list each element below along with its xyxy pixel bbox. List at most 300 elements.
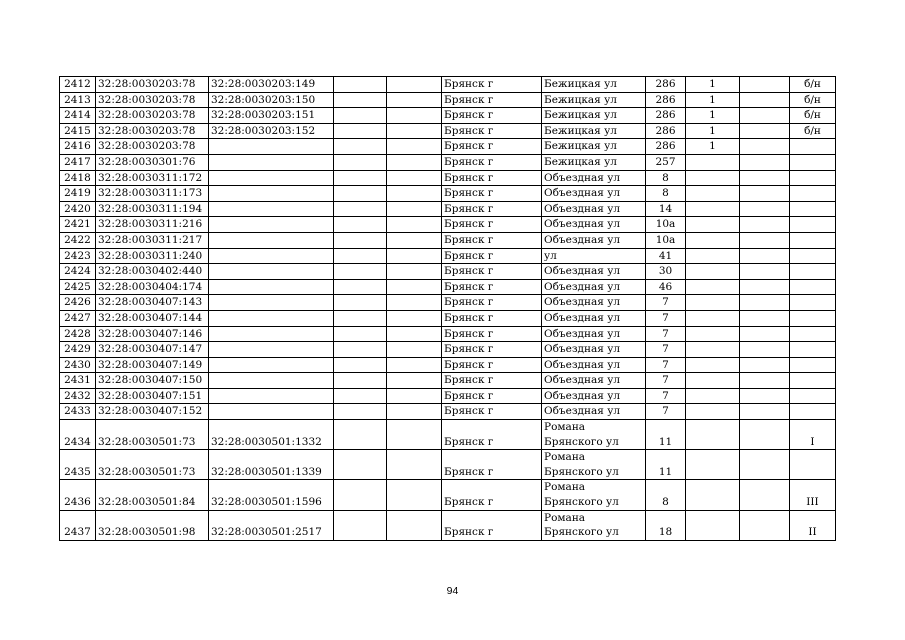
- row-number-cell: 2419: [60, 186, 96, 202]
- object-number-cell: [209, 154, 334, 170]
- city-cell: Брянск г: [442, 326, 542, 342]
- city-cell: Брянск г: [442, 373, 542, 389]
- row-number-cell: 2422: [60, 232, 96, 248]
- premises-cell: б/н: [790, 77, 836, 93]
- premises-cell: [790, 264, 836, 280]
- table-row: [60, 357, 836, 373]
- table-row: [60, 264, 836, 280]
- premises-cell: [790, 326, 836, 342]
- empty-cell: [387, 248, 442, 264]
- premises-cell: [790, 310, 836, 326]
- cadastral-number-cell: 32:28:0030501:73: [96, 450, 209, 480]
- city-cell: Брянск г: [442, 108, 542, 124]
- object-number-cell: [209, 357, 334, 373]
- empty-cell: [387, 295, 442, 311]
- premises-cell: I: [790, 420, 836, 450]
- row-number-cell: 2426: [60, 295, 96, 311]
- table-row: [60, 310, 836, 326]
- street-cell: Объездная ул: [542, 279, 646, 295]
- table-row: [60, 326, 836, 342]
- object-number-cell: 32:28:0030501:1596: [209, 480, 334, 510]
- cadastral-number-cell: 32:28:0030407:152: [96, 404, 209, 420]
- street-cell: Объездная ул: [542, 295, 646, 311]
- empty-cell: [334, 420, 387, 450]
- table-row: [60, 388, 836, 404]
- row-number-cell: 2423: [60, 248, 96, 264]
- house-number-cell: 286: [646, 123, 686, 139]
- empty-cell: [387, 357, 442, 373]
- table-row: [60, 295, 836, 311]
- street-cell: Бежицкая ул: [542, 92, 646, 108]
- empty-cell: [387, 232, 442, 248]
- house-number-cell: 7: [646, 310, 686, 326]
- empty-cell: [740, 279, 790, 295]
- city-cell: Брянск г: [442, 154, 542, 170]
- house-number-cell: 30: [646, 264, 686, 280]
- empty-cell: [334, 77, 387, 93]
- empty-cell: [740, 295, 790, 311]
- empty-cell: [740, 201, 790, 217]
- table-row: [60, 92, 836, 108]
- building-cell: 1: [686, 139, 740, 155]
- cadastral-number-cell: 32:28:0030203:78: [96, 77, 209, 93]
- house-number-cell: 257: [646, 154, 686, 170]
- object-number-cell: [209, 186, 334, 202]
- empty-cell: [740, 108, 790, 124]
- empty-cell: [387, 480, 442, 510]
- house-number-cell: 41: [646, 248, 686, 264]
- building-cell: [686, 248, 740, 264]
- row-number-cell: 2413: [60, 92, 96, 108]
- premises-cell: [790, 342, 836, 358]
- house-number-cell: 46: [646, 279, 686, 295]
- empty-cell: [387, 201, 442, 217]
- object-number-cell: 32:28:0030203:150: [209, 92, 334, 108]
- building-cell: [686, 279, 740, 295]
- street-cell: Бежицкая ул: [542, 123, 646, 139]
- empty-cell: [387, 373, 442, 389]
- premises-cell: [790, 248, 836, 264]
- empty-cell: [334, 186, 387, 202]
- object-number-cell: [209, 264, 334, 280]
- empty-cell: [334, 279, 387, 295]
- cadastral-number-cell: 32:28:0030203:78: [96, 92, 209, 108]
- house-number-cell: 7: [646, 388, 686, 404]
- cadastral-number-cell: 32:28:0030407:149: [96, 357, 209, 373]
- building-cell: [686, 201, 740, 217]
- empty-cell: [387, 279, 442, 295]
- empty-cell: [387, 510, 442, 540]
- table-row: [60, 404, 836, 420]
- street-cell: Объездная ул: [542, 357, 646, 373]
- empty-cell: [387, 186, 442, 202]
- row-number-cell: 2431: [60, 373, 96, 389]
- house-number-cell: 10а: [646, 232, 686, 248]
- empty-cell: [387, 420, 442, 450]
- registry-table-body: [60, 77, 836, 541]
- street-cell: Объездная ул: [542, 201, 646, 217]
- building-cell: [686, 295, 740, 311]
- table-row: [60, 510, 836, 540]
- city-cell: Брянск г: [442, 357, 542, 373]
- empty-cell: [740, 170, 790, 186]
- empty-cell: [334, 170, 387, 186]
- empty-cell: [740, 450, 790, 480]
- object-number-cell: [209, 326, 334, 342]
- object-number-cell: 32:28:0030501:1339: [209, 450, 334, 480]
- premises-cell: [790, 154, 836, 170]
- city-cell: Брянск г: [442, 510, 542, 540]
- street-cell: Объездная ул: [542, 404, 646, 420]
- building-cell: [686, 326, 740, 342]
- city-cell: Брянск г: [442, 310, 542, 326]
- house-number-cell: 11: [646, 420, 686, 450]
- table-row: [60, 450, 836, 480]
- house-number-cell: 8: [646, 186, 686, 202]
- empty-cell: [387, 388, 442, 404]
- object-number-cell: 32:28:0030203:149: [209, 77, 334, 93]
- cadastral-number-cell: 32:28:0030501:98: [96, 510, 209, 540]
- building-cell: [686, 342, 740, 358]
- table-row: [60, 232, 836, 248]
- building-cell: [686, 217, 740, 233]
- house-number-cell: 286: [646, 139, 686, 155]
- row-number-cell: 2416: [60, 139, 96, 155]
- object-number-cell: [209, 279, 334, 295]
- row-number-cell: 2424: [60, 264, 96, 280]
- city-cell: Брянск г: [442, 77, 542, 93]
- city-cell: Брянск г: [442, 264, 542, 280]
- premises-cell: [790, 373, 836, 389]
- row-number-cell: 2430: [60, 357, 96, 373]
- street-cell: Объездная ул: [542, 310, 646, 326]
- empty-cell: [334, 373, 387, 389]
- row-number-cell: 2415: [60, 123, 96, 139]
- empty-cell: [740, 154, 790, 170]
- empty-cell: [740, 264, 790, 280]
- street-cell: Романа Брянского ул: [542, 480, 646, 510]
- street-cell: Романа Брянского ул: [542, 420, 646, 450]
- row-number-cell: 2427: [60, 310, 96, 326]
- empty-cell: [740, 480, 790, 510]
- house-number-cell: 7: [646, 342, 686, 358]
- empty-cell: [740, 92, 790, 108]
- cadastral-number-cell: 32:28:0030501:84: [96, 480, 209, 510]
- row-number-cell: 2417: [60, 154, 96, 170]
- cadastral-number-cell: 32:28:0030203:78: [96, 123, 209, 139]
- empty-cell: [387, 139, 442, 155]
- empty-cell: [334, 108, 387, 124]
- table-row: [60, 139, 836, 155]
- building-cell: [686, 450, 740, 480]
- empty-cell: [334, 404, 387, 420]
- house-number-cell: 286: [646, 77, 686, 93]
- empty-cell: [740, 420, 790, 450]
- empty-cell: [387, 170, 442, 186]
- row-number-cell: 2418: [60, 170, 96, 186]
- premises-cell: [790, 186, 836, 202]
- building-cell: 1: [686, 92, 740, 108]
- empty-cell: [740, 373, 790, 389]
- city-cell: Брянск г: [442, 123, 542, 139]
- street-cell: Объездная ул: [542, 232, 646, 248]
- cadastral-number-cell: 32:28:0030203:78: [96, 139, 209, 155]
- row-number-cell: 2434: [60, 420, 96, 450]
- cadastral-number-cell: 32:28:0030407:143: [96, 295, 209, 311]
- row-number-cell: 2414: [60, 108, 96, 124]
- house-number-cell: 10а: [646, 217, 686, 233]
- city-cell: Брянск г: [442, 217, 542, 233]
- building-cell: [686, 388, 740, 404]
- empty-cell: [740, 232, 790, 248]
- cadastral-number-cell: 32:28:0030404:174: [96, 279, 209, 295]
- street-cell: Романа Брянского ул: [542, 510, 646, 540]
- object-number-cell: [209, 373, 334, 389]
- street-cell: Бежицкая ул: [542, 108, 646, 124]
- cadastral-number-cell: 32:28:0030301:76: [96, 154, 209, 170]
- city-cell: Брянск г: [442, 232, 542, 248]
- house-number-cell: 8: [646, 480, 686, 510]
- premises-cell: [790, 201, 836, 217]
- premises-cell: б/н: [790, 123, 836, 139]
- table-row: [60, 154, 836, 170]
- street-cell: Бежицкая ул: [542, 154, 646, 170]
- city-cell: Брянск г: [442, 404, 542, 420]
- empty-cell: [334, 123, 387, 139]
- empty-cell: [387, 342, 442, 358]
- building-cell: [686, 310, 740, 326]
- object-number-cell: [209, 310, 334, 326]
- street-cell: Объездная ул: [542, 170, 646, 186]
- empty-cell: [740, 248, 790, 264]
- house-number-cell: 7: [646, 326, 686, 342]
- object-number-cell: [209, 170, 334, 186]
- cadastral-number-cell: 32:28:0030407:144: [96, 310, 209, 326]
- object-number-cell: [209, 295, 334, 311]
- registry-table: [59, 76, 836, 541]
- street-cell: Объездная ул: [542, 217, 646, 233]
- object-number-cell: 32:28:0030501:1332: [209, 420, 334, 450]
- empty-cell: [334, 450, 387, 480]
- premises-cell: б/н: [790, 92, 836, 108]
- premises-cell: III: [790, 480, 836, 510]
- premises-cell: [790, 139, 836, 155]
- object-number-cell: [209, 232, 334, 248]
- street-cell: Романа Брянского ул: [542, 450, 646, 480]
- premises-cell: [790, 450, 836, 480]
- empty-cell: [334, 232, 387, 248]
- empty-cell: [334, 480, 387, 510]
- empty-cell: [334, 326, 387, 342]
- street-cell: Объездная ул: [542, 326, 646, 342]
- empty-cell: [334, 248, 387, 264]
- city-cell: Брянск г: [442, 480, 542, 510]
- object-number-cell: 32:28:0030203:152: [209, 123, 334, 139]
- empty-cell: [740, 217, 790, 233]
- empty-cell: [334, 264, 387, 280]
- empty-cell: [740, 357, 790, 373]
- street-cell: ул: [542, 248, 646, 264]
- building-cell: [686, 232, 740, 248]
- city-cell: Брянск г: [442, 201, 542, 217]
- cadastral-number-cell: 32:28:0030501:73: [96, 420, 209, 450]
- cadastral-number-cell: 32:28:0030402:440: [96, 264, 209, 280]
- empty-cell: [334, 357, 387, 373]
- empty-cell: [387, 92, 442, 108]
- empty-cell: [740, 186, 790, 202]
- cadastral-number-cell: 32:28:0030311:194: [96, 201, 209, 217]
- street-cell: Бежицкая ул: [542, 139, 646, 155]
- house-number-cell: 7: [646, 373, 686, 389]
- empty-cell: [740, 310, 790, 326]
- table-row: [60, 186, 836, 202]
- table-row: [60, 77, 836, 93]
- cadastral-number-cell: 32:28:0030311:216: [96, 217, 209, 233]
- building-cell: [686, 264, 740, 280]
- city-cell: Брянск г: [442, 279, 542, 295]
- empty-cell: [334, 295, 387, 311]
- empty-cell: [387, 77, 442, 93]
- row-number-cell: 2435: [60, 450, 96, 480]
- cadastral-number-cell: 32:28:0030311:172: [96, 170, 209, 186]
- table-row: [60, 248, 836, 264]
- building-cell: [686, 357, 740, 373]
- premises-cell: [790, 357, 836, 373]
- premises-cell: [790, 170, 836, 186]
- building-cell: [686, 170, 740, 186]
- building-cell: [686, 186, 740, 202]
- city-cell: Брянск г: [442, 450, 542, 480]
- building-cell: [686, 373, 740, 389]
- house-number-cell: 18: [646, 510, 686, 540]
- premises-cell: [790, 232, 836, 248]
- cadastral-number-cell: 32:28:0030407:146: [96, 326, 209, 342]
- empty-cell: [740, 510, 790, 540]
- empty-cell: [334, 139, 387, 155]
- empty-cell: [334, 510, 387, 540]
- empty-cell: [740, 123, 790, 139]
- object-number-cell: [209, 388, 334, 404]
- row-number-cell: 2412: [60, 77, 96, 93]
- building-cell: [686, 154, 740, 170]
- row-number-cell: 2421: [60, 217, 96, 233]
- street-cell: Объездная ул: [542, 186, 646, 202]
- street-cell: Объездная ул: [542, 264, 646, 280]
- house-number-cell: 7: [646, 404, 686, 420]
- city-cell: Брянск г: [442, 92, 542, 108]
- premises-cell: II: [790, 510, 836, 540]
- table-row: [60, 420, 836, 450]
- cadastral-number-cell: 32:28:0030407:147: [96, 342, 209, 358]
- house-number-cell: 14: [646, 201, 686, 217]
- row-number-cell: 2433: [60, 404, 96, 420]
- table-row: [60, 279, 836, 295]
- empty-cell: [387, 404, 442, 420]
- empty-cell: [740, 139, 790, 155]
- row-number-cell: 2437: [60, 510, 96, 540]
- premises-cell: [790, 279, 836, 295]
- street-cell: Бежицкая ул: [542, 77, 646, 93]
- empty-cell: [740, 388, 790, 404]
- city-cell: Брянск г: [442, 420, 542, 450]
- object-number-cell: [209, 342, 334, 358]
- city-cell: Брянск г: [442, 139, 542, 155]
- cadastral-number-cell: 32:28:0030311:173: [96, 186, 209, 202]
- table-row: [60, 170, 836, 186]
- premises-cell: [790, 388, 836, 404]
- empty-cell: [334, 310, 387, 326]
- empty-cell: [334, 154, 387, 170]
- house-number-cell: 11: [646, 450, 686, 480]
- table-row: [60, 217, 836, 233]
- premises-cell: [790, 217, 836, 233]
- empty-cell: [740, 342, 790, 358]
- city-cell: Брянск г: [442, 342, 542, 358]
- object-number-cell: [209, 139, 334, 155]
- table-row: [60, 342, 836, 358]
- street-cell: Объездная ул: [542, 373, 646, 389]
- empty-cell: [334, 92, 387, 108]
- table-row: [60, 373, 836, 389]
- table-row: [60, 123, 836, 139]
- empty-cell: [387, 154, 442, 170]
- street-cell: Объездная ул: [542, 342, 646, 358]
- city-cell: Брянск г: [442, 248, 542, 264]
- empty-cell: [387, 310, 442, 326]
- empty-cell: [387, 217, 442, 233]
- table-row: [60, 201, 836, 217]
- building-cell: [686, 404, 740, 420]
- row-number-cell: 2436: [60, 480, 96, 510]
- table-row: [60, 480, 836, 510]
- table-row: [60, 108, 836, 124]
- city-cell: Брянск г: [442, 295, 542, 311]
- row-number-cell: 2432: [60, 388, 96, 404]
- empty-cell: [334, 217, 387, 233]
- house-number-cell: 286: [646, 92, 686, 108]
- empty-cell: [740, 77, 790, 93]
- cadastral-number-cell: 32:28:0030311:217: [96, 232, 209, 248]
- cadastral-number-cell: 32:28:0030311:240: [96, 248, 209, 264]
- empty-cell: [387, 326, 442, 342]
- premises-cell: [790, 295, 836, 311]
- building-cell: [686, 420, 740, 450]
- building-cell: 1: [686, 77, 740, 93]
- empty-cell: [740, 404, 790, 420]
- object-number-cell: [209, 404, 334, 420]
- empty-cell: [740, 326, 790, 342]
- house-number-cell: 286: [646, 108, 686, 124]
- premises-cell: [790, 404, 836, 420]
- city-cell: Брянск г: [442, 388, 542, 404]
- row-number-cell: 2425: [60, 279, 96, 295]
- building-cell: 1: [686, 108, 740, 124]
- building-cell: [686, 480, 740, 510]
- empty-cell: [387, 123, 442, 139]
- object-number-cell: [209, 217, 334, 233]
- object-number-cell: 32:28:0030501:2517: [209, 510, 334, 540]
- building-cell: [686, 510, 740, 540]
- page-number: 94: [446, 585, 459, 597]
- object-number-cell: 32:28:0030203:151: [209, 108, 334, 124]
- cadastral-number-cell: 32:28:0030407:150: [96, 373, 209, 389]
- house-number-cell: 8: [646, 170, 686, 186]
- empty-cell: [334, 342, 387, 358]
- row-number-cell: 2429: [60, 342, 96, 358]
- empty-cell: [387, 264, 442, 280]
- house-number-cell: 7: [646, 357, 686, 373]
- row-number-cell: 2428: [60, 326, 96, 342]
